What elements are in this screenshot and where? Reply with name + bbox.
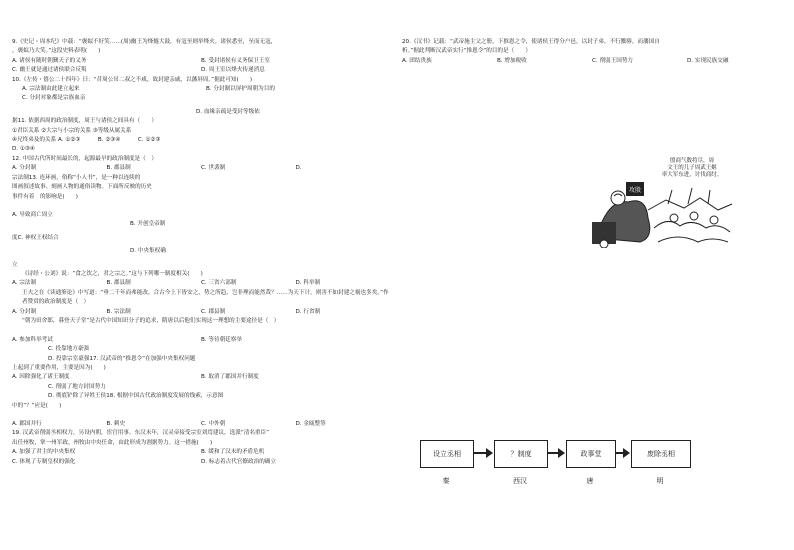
q12-option-b[interactable]: B. 郡县制 <box>106 165 131 172</box>
q19-option-d[interactable]: D. 标志着古代官僚政治的确立 <box>201 458 276 465</box>
cartoon-caption-line1: 殷商气数将尽，周 <box>669 158 715 164</box>
arrow-right-icon <box>623 448 630 458</box>
q15-options <box>12 308 390 317</box>
q10-stem: 10.《左传・僖公二十四年》曰：“昔周公吊二叔之不咸，故封建亲戚，以藩屏周。”据此可知( ) <box>12 76 253 83</box>
q19-options-ab <box>12 448 390 457</box>
q16-option-c[interactable]: C. 投靠地方豪强 <box>48 346 90 353</box>
q19-stem: 19. 汉武帝削弱丞相权力，另设内朝，宦官用事。东汉末年，汉灵帝接受宗室刘焉建议，选派“清名重臣” <box>12 430 270 437</box>
q17-options-ab <box>12 373 390 382</box>
q19-option-a[interactable]: A. 加强了君主的中央集权 <box>12 449 76 456</box>
q13-stem-cont: 图画叙述故事、刻画人物的通俗读物。下面所反映的历史 <box>12 184 152 191</box>
q9-option-c[interactable]: C. 幽王就是通过诸侯联合反叛 <box>12 67 87 74</box>
q12-option-c[interactable]: C. 世袭制 <box>201 165 226 172</box>
q12-option-a[interactable]: A. 分封制 <box>12 165 37 172</box>
q9-option-d[interactable]: D. 周王室以烽火传递消息 <box>201 67 265 74</box>
q17-option-c[interactable]: C. 削弱了地方封国势力 <box>48 383 106 390</box>
q11-items: ①君臣关系 ②大宗与小宗的关系 ③等级从属关系 <box>12 127 132 134</box>
q12-stem: 12. 中国古代所时间最长的，起源最早的政治制度是（ ） <box>12 155 157 162</box>
q20-option-c[interactable]: C. 削弱王国势力 <box>592 57 634 64</box>
q11-option-d[interactable]: D. ①③④ <box>12 146 35 153</box>
q13-stem-cont2: 事件有着 的影响是( ) <box>12 193 78 200</box>
q13-option-c[interactable]: 度C. 神权王权结合 <box>12 234 59 241</box>
right-column <box>402 38 782 66</box>
q9-option-a[interactable]: A. 诸侯有随时朝觐天子的义务 <box>12 57 87 64</box>
history-cartoon <box>588 138 738 248</box>
q11-option-a[interactable]: ④兄终弟及的关系 A. ①②③ <box>12 137 81 144</box>
q9-options-ab <box>12 57 390 66</box>
arrow-right-icon <box>558 448 565 458</box>
q16-stem: “朝为田舍郎，暮登天子堂”是古代中国知识分子的追求，隋唐以后他们实现这一理想的主要途径是（ ） <box>22 317 280 324</box>
q10-option-c[interactable]: C. 分封对象都是宗族血亲 <box>22 95 86 102</box>
flow-box-3: 政事堂 <box>566 440 616 468</box>
q18-stem-cont: 中的“？”应是( ) <box>12 402 62 409</box>
q20-options <box>402 57 782 66</box>
q11-option-b[interactable]: B. ②③④ <box>97 137 121 144</box>
q18-option-a[interactable]: A. 郡国并行 <box>12 421 42 427</box>
q20-stem: 20.《汉书》记载：“武帝施主父之册，下推恩之令，使诸侯王得分户邑，以封子弟，不行黜陟，而藩国自 <box>402 39 660 45</box>
q9-option-b[interactable]: B. 受封诸侯有义务保卫王室 <box>201 57 270 64</box>
q9-stem-cont: ，褒姒乃大笑。”这段史料表明( ) <box>12 48 101 55</box>
q15-option-c[interactable]: C. 郡县制 <box>201 308 226 315</box>
q13-stem: 宗法制13. 连环画，俗称“小人书”，是一种以连续的 <box>12 174 141 181</box>
q13-option-a[interactable]: A. 导致商亡周立 <box>12 211 53 218</box>
q20-option-d[interactable]: D. 实现民族交融 <box>687 57 729 64</box>
q13-option-d[interactable]: D. 中央集权确 <box>130 248 166 255</box>
flow-box-2: ？制度 <box>494 440 548 468</box>
q10-option-a[interactable]: A. 宗法制由此建立起来 <box>22 86 80 93</box>
q13-option-d-cont: 立 <box>12 261 18 268</box>
q18-option-c[interactable]: C. 中外朝 <box>201 421 226 427</box>
q19-options-cd <box>12 458 390 467</box>
q13-option-b[interactable]: B. 开创皇帝制 <box>130 221 166 228</box>
q17-option-b[interactable]: B. 取消了郡国并行制度 <box>201 374 259 381</box>
q16-options-ab <box>12 336 390 345</box>
q14-options <box>12 279 390 288</box>
q10-option-b[interactable]: B. 分封制以屏护周朝为目的 <box>206 86 275 93</box>
q11-options <box>12 136 390 145</box>
q17-stem-cont: 上起到了重要作用，主要是因为( ) <box>12 364 106 371</box>
q9-options-cd <box>12 66 390 75</box>
q19-stem-cont: 出任州牧，掌一州军政，州牧由中央任命，由此形成为割据势力。这一措施( ) <box>12 439 213 446</box>
q15-option-a[interactable]: A. 分封制 <box>12 308 37 315</box>
q20-stem-cont: 析。”据此判断汉武帝实行“推恩令”的目的是（ ） <box>402 48 531 55</box>
flow-dynasty-3: 唐 <box>586 477 594 485</box>
flow-dynasty-4: 明 <box>656 477 664 485</box>
flow-box-4: 废除丞相 <box>631 440 691 468</box>
flow-dynasty-2: 西汉 <box>513 477 527 485</box>
q18-option-b[interactable]: B. 刺史 <box>106 421 126 427</box>
q11-option-c[interactable]: C. ①②③ <box>137 137 161 144</box>
q19-option-b[interactable]: B. 缓和了汉末的矛盾危机 <box>201 449 265 456</box>
q20-option-a[interactable]: A. 团结贵族 <box>402 57 432 64</box>
q17-option-d-q18-stem: D. 彻底铲除了异姓王侯18. 根据中国古代政治制度发展的线索，示意图 <box>48 393 224 400</box>
q10-option-d[interactable]: D. 血缘亲疏是受封等级依 <box>196 108 260 115</box>
cartoon-stamp-text: 攻殷 <box>628 187 642 194</box>
q15-option-d[interactable]: D. 行省制 <box>295 308 321 315</box>
q12-option-d[interactable]: D. <box>295 165 302 172</box>
arrow-right-icon <box>486 448 493 458</box>
cartoon-caption-line3: 率大军东进，讨伐商纣。 <box>661 172 723 178</box>
q14-option-c[interactable]: C. 三省六部制 <box>201 280 237 287</box>
flow-dynasty-1: 秦 <box>442 477 450 485</box>
q14-stem: 《诗经・公刘》说：“食之饮之，君之宗之。”这与下列哪一制度相关( ) <box>22 270 203 277</box>
q19-option-c[interactable]: C. 体现了专制皇权的强化 <box>12 458 76 465</box>
q11-stem: 据11. 依据西周的政治制度，周王与诸侯之间具有（ ） <box>12 118 157 125</box>
q16-option-a[interactable]: A. 参加科举考试 <box>12 336 53 343</box>
flow-box-1: 设立丞相 <box>420 440 474 468</box>
q14-option-d[interactable]: D. 科举制 <box>295 280 321 287</box>
q17-option-a[interactable]: A. 因除强化了诸王制度 <box>12 374 70 381</box>
flowchart-political-system <box>420 440 760 500</box>
q9-stem: 9.《史记・周本纪》中载：“褒姒不好笑……(周)幽王为烽燧大鼓，有寇至则举烽火。诸侯悉至，至而无寇， <box>12 39 277 45</box>
q18-option-d[interactable]: D. 金瓯整签 <box>295 421 326 427</box>
q15-stem: 王夫之在《读通鉴论》中写道：“垂二千年而弗能改，合古今上下皆安之，势之所趋，岂非理而能然哉？……为天下计，则害不如封建之祸也多矣。”作者赞赏的政治制度是（ ） <box>22 289 389 306</box>
q15-option-b[interactable]: B. 宗法制 <box>106 308 131 315</box>
q10-options-ab <box>12 85 390 94</box>
q16-option-d-q17-stem: D. 投靠宗室豪强17. 汉武帝的“推恩令”在加强中央集权问题 <box>48 355 196 362</box>
q16-option-b[interactable]: B. 等待朝廷察举 <box>201 336 242 343</box>
left-column <box>12 38 390 467</box>
cartoon-caption-line2: 文王的儿子周武王姬 <box>667 165 717 171</box>
q18-options <box>12 420 390 429</box>
q12-options <box>12 164 390 173</box>
q20-option-b[interactable]: B. 增加税收 <box>497 57 527 64</box>
q14-option-a[interactable]: A. 宗法制 <box>12 280 37 287</box>
q14-option-b[interactable]: B. 郡县制 <box>106 280 131 287</box>
cartoon-battle-scene-icon <box>588 138 738 248</box>
